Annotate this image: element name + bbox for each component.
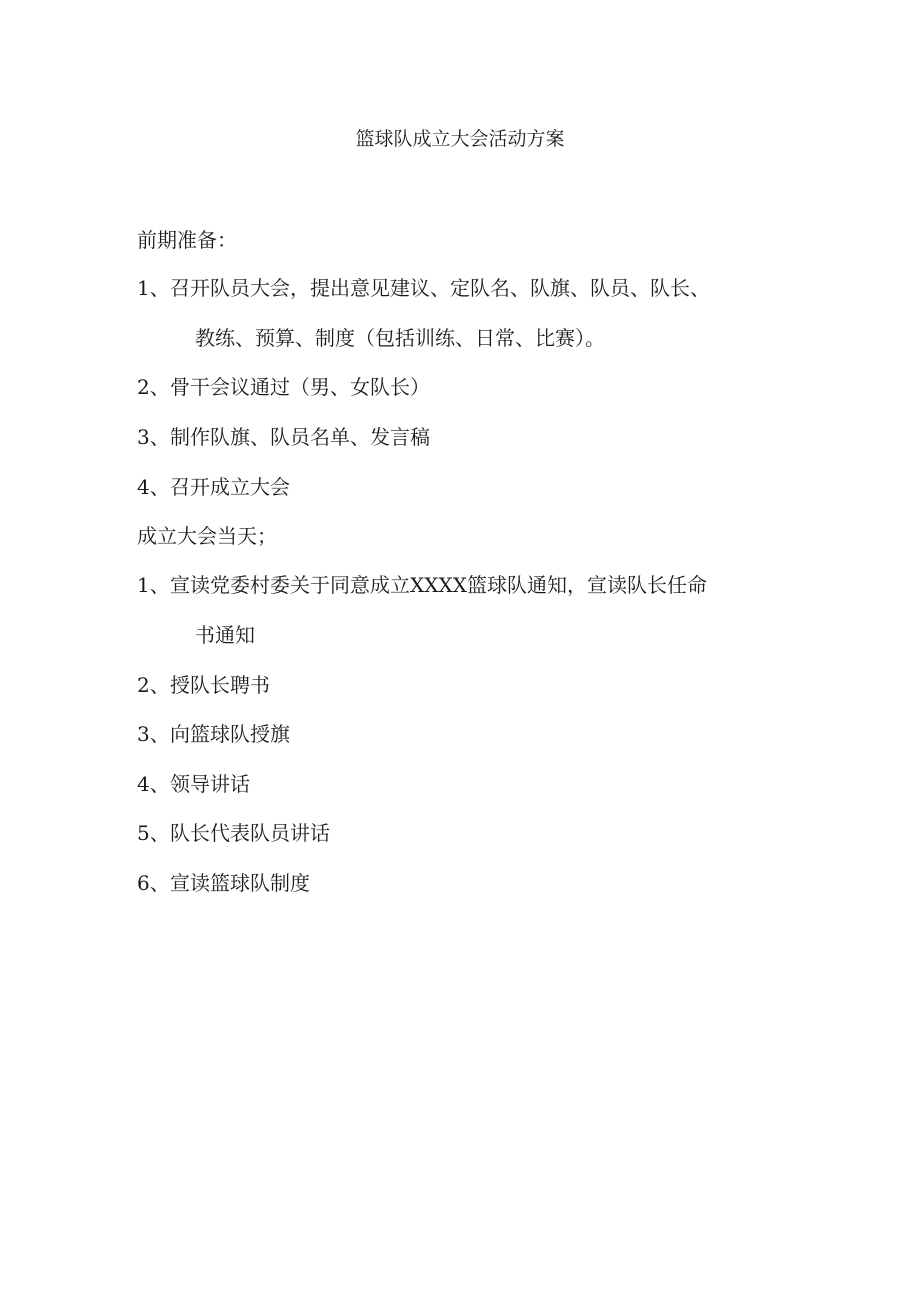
list-item-text: 领导讲话 [170,772,250,796]
list-item-number: 4、 [137,772,170,796]
list-item [137,868,310,898]
list-item [137,422,430,452]
list-item [137,570,707,600]
section-heading-preparation: 前期准备： [137,228,237,252]
list-item [137,818,330,848]
list-item-number: 5、 [137,821,170,845]
list-item [137,670,270,700]
list-item-text: 队长代表队员讲话 [170,821,330,845]
list-item-continuation: 教练、预算、制度（包括训练、日常、比赛）。 [195,326,605,350]
list-item-text: 召开成立大会 [170,475,290,499]
list-item-number: 1、 [137,276,170,300]
document-title: 篮球队成立大会活动方案 [355,128,565,150]
list-item-text: 召开队员大会，提出意见建议、定队名、队旗、队员、队长、 [170,276,710,300]
list-item-text: 制作队旗、队员名单、发言稿 [170,425,430,449]
list-item-text: 宣读篮球队制度 [170,871,310,895]
list-item [137,273,710,303]
list-item-number: 2、 [137,673,170,697]
list-item [137,769,250,799]
list-item-text: 向篮球队授旗 [170,722,290,746]
list-item [137,719,290,749]
section-heading-meeting-day: 成立大会当天； [137,524,277,548]
list-item-number: 4、 [137,475,170,499]
list-item [137,472,290,502]
list-item-number: 3、 [137,425,170,449]
list-item-text: 宣读党委村委关于同意成立XXXX篮球队通知，宣读队长任命 [170,573,707,597]
list-item-number: 6、 [137,871,170,895]
list-item-number: 3、 [137,722,170,746]
list-item-text: 骨干会议通过（男、女队长） [170,375,430,399]
list-item-number: 2、 [137,375,170,399]
list-item [137,372,430,402]
list-item-text: 授队长聘书 [170,673,270,697]
list-item-continuation: 书通知 [195,623,255,647]
list-item-number: 1、 [137,573,170,597]
